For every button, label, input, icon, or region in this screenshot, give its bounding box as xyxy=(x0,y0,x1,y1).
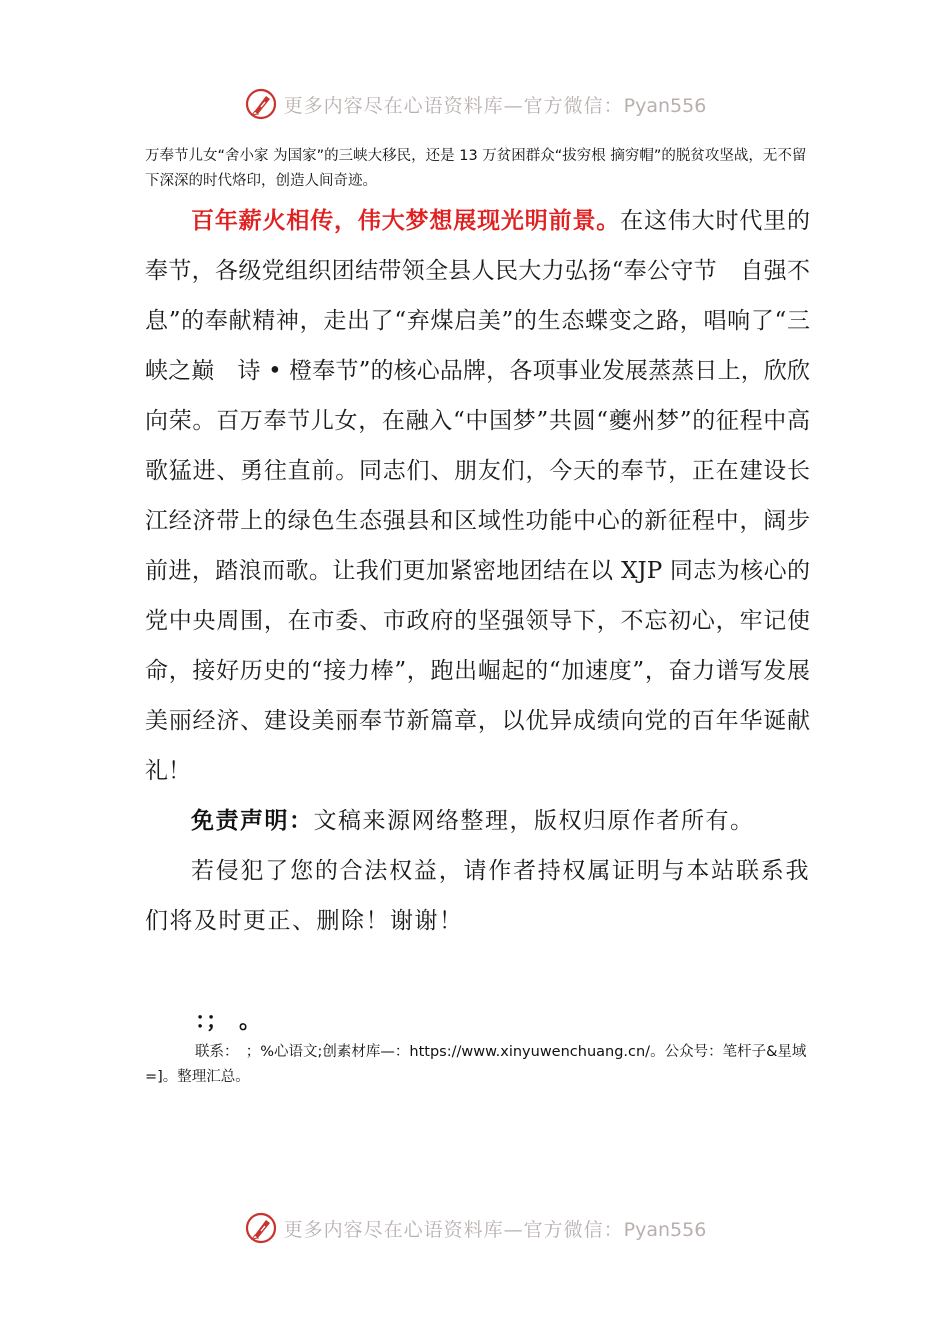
main-body xyxy=(145,196,810,946)
header-banner xyxy=(0,84,950,124)
contact-text: 联系： ；%心语文;创素材库—：https://www.xinyuwenchuang.cn/。公众号：笔杆子&星域=]。整理汇总。 xyxy=(145,1044,807,1085)
banner-text: 更多内容尽在心语资料库—官方微信：Pyan556 xyxy=(283,1218,707,1241)
disclaimer-label: 免责声明： xyxy=(191,808,314,834)
disclaimer-text-1: 文稿来源网络整理，版权归原作者所有。 xyxy=(313,808,755,834)
banner-handle: Pyan556 xyxy=(623,94,707,117)
banner-text: 更多内容尽在心语资料库—官方微信：Pyan556 xyxy=(283,94,707,117)
main-paragraph-text: 在这伟大时代里的奉节，各级党组织团结带领全县人民大力弘扬“奉公守节 自强不息”的奉献精神，走出了“弃煤启美”的生态蝶变之路，唱响了“三峡之巅 诗 • 橙奉节”的核心品牌，各项事业发展蒸蒸日上，欣欣向荣。百万奉节儿女，在融入“中国梦”共圆“夔州梦”的征程中高歌猛进、勇往直前。同志们、朋友们，今天的奉节，正在建设长江经济带上的绿色生态强县和区域性功能中心的新征程中，阔步前进，踏浪而歌。让我们更加紧密地团结在以 XJP 同志为核心的党中央周围，在市委、市政府的坚强领导下，不忘初心，牢记使命，接好历史的“接力棒”，跑出崛起的“加速度”，奋力谱写发展美丽经济、建设美丽奉节新篇章，以优异成绩向党的百年华诞献礼！ xyxy=(145,208,811,784)
pen-nib-logo-icon xyxy=(244,1211,278,1245)
disclaimer-line-1 xyxy=(145,796,810,846)
section-heading: 百年薪火相传，伟大梦想展现光明前景。 xyxy=(191,208,621,234)
banner-handle: Pyan556 xyxy=(623,1218,707,1241)
intro-text: 万奉节儿女“舍小家 为国家”的三峡大移民，还是 13 万贫困群众“拔穷根 摘穷帽”的脱贫攻坚战，无不留下深深的时代烙印，创造人间奇迹。 xyxy=(145,148,807,189)
punctuation-line: ：； 。 xyxy=(195,1009,262,1034)
pen-nib-logo-icon xyxy=(244,87,278,121)
disclaimer-line-2: 若侵犯了您的合法权益，请作者持权属证明与本站联系我们将及时更正、删除！谢谢！ xyxy=(145,858,810,934)
main-paragraph xyxy=(145,196,810,796)
footer-banner xyxy=(0,1208,950,1248)
